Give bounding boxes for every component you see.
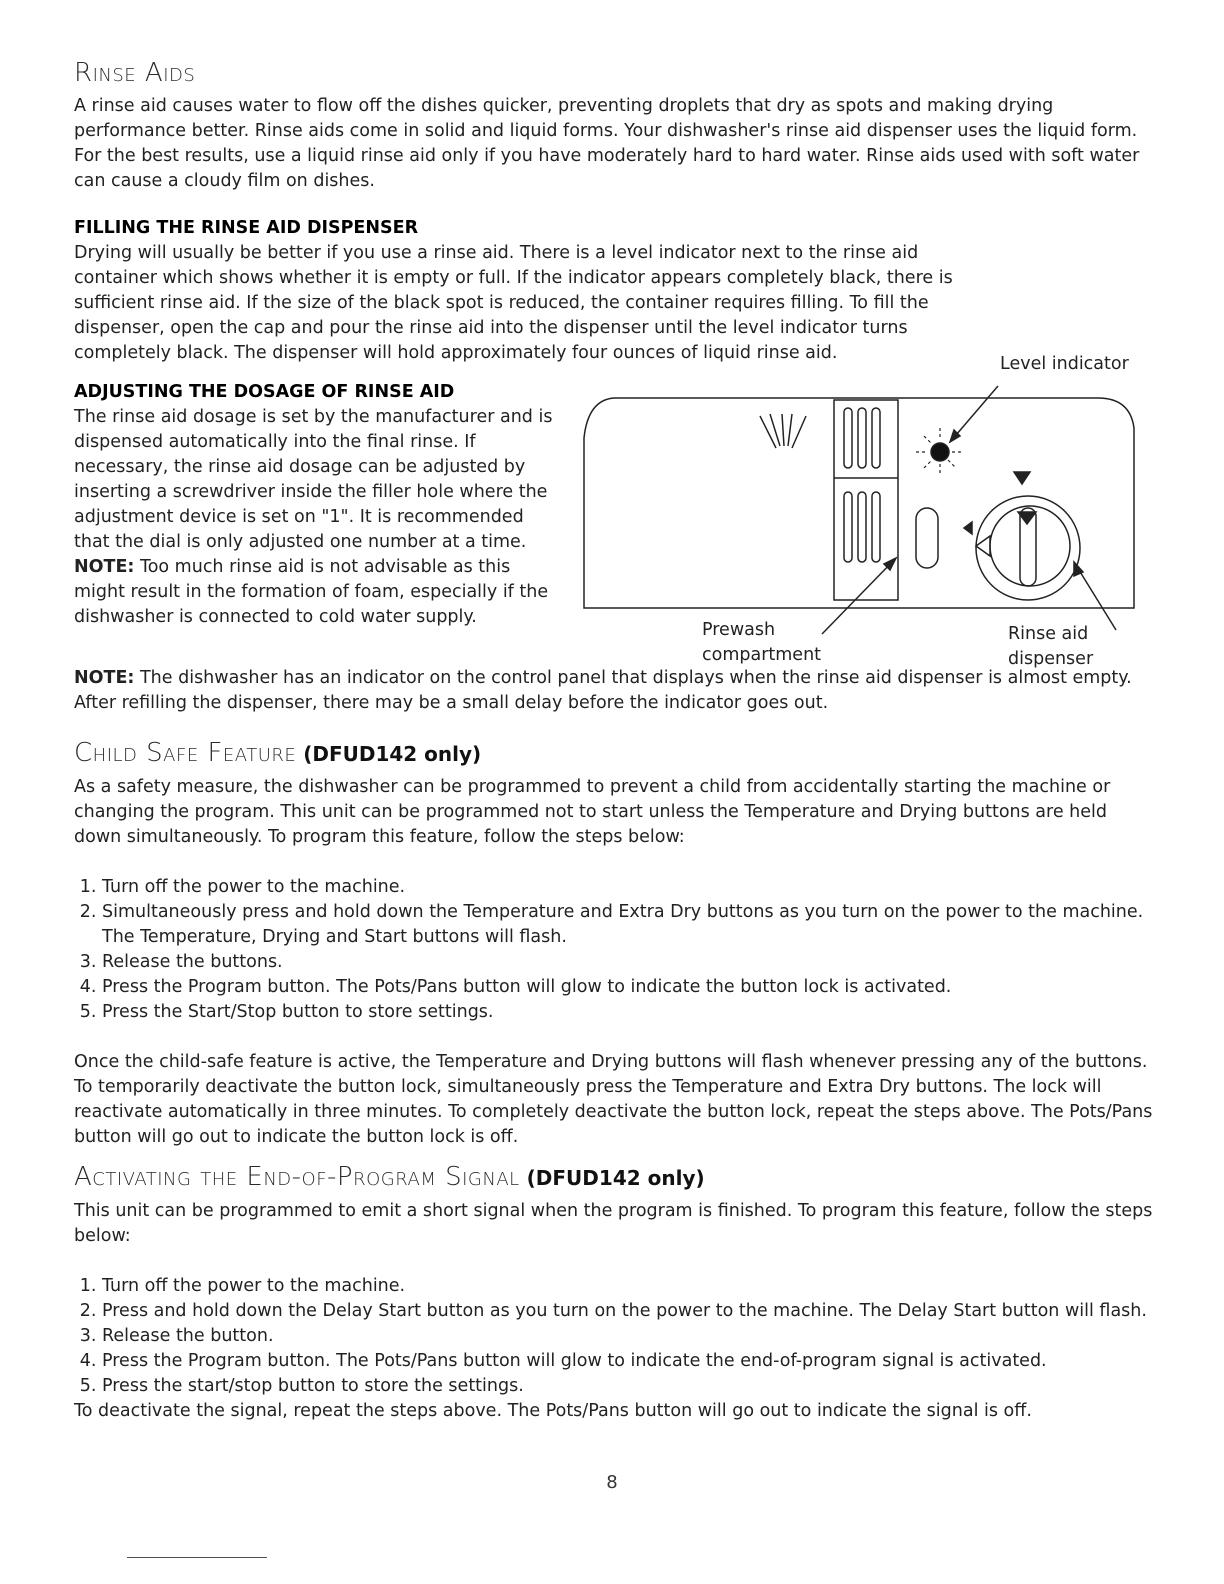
dispenser-note-text: The dishwasher has an indicator on the control panel that displays when the rinse aid dispenser is almost empty. After refilling the dispenser, there may be a small delay before the indicator goes out. [74, 668, 1132, 713]
adjust-text [74, 405, 554, 630]
list-item: 1. Turn off the power to the machine. [102, 875, 1154, 900]
adjust-note-label: NOTE: [74, 557, 135, 577]
dispenser-figure [578, 348, 1158, 678]
prewash-label-line1: Prewash [702, 620, 776, 640]
list-item: 5. Press the Start/Stop button to store settings. [102, 1000, 1154, 1025]
list-item: 3. Release the buttons. [102, 950, 1154, 975]
prewash-callout [822, 558, 896, 634]
page-number: 8 [606, 1472, 618, 1493]
list-item: 2. Press and hold down the Delay Start button as you turn on the power to the machine. The Delay Start button will flash. [102, 1299, 1154, 1324]
signal-steps [74, 1274, 1154, 1399]
spray-line [782, 414, 784, 446]
rinse-aids-heading: Rinse Aids [74, 58, 196, 88]
child-safe-intro: As a safety measure, the dishwasher can be programmed to prevent a child from accidentally starting the machine or changing the program. This unit can be programmed not to start unless the Temperature and Drying buttons are held down simultaneously. To program this feature, follow the steps below: [74, 777, 1111, 847]
list-item: 4. Press the Program button. The Pots/Pans button will glow to indicate the end-of-program signal is activated. [102, 1349, 1154, 1374]
signal-intro: This unit can be programmed to emit a short signal when the program is finished. To program this feature, follow the steps below: [74, 1201, 1153, 1246]
spray-line [770, 414, 780, 446]
panel-outline [584, 398, 1134, 608]
level-slot [916, 508, 938, 568]
child-safe-title: Child Safe Feature [74, 738, 297, 768]
page-content [74, 56, 1154, 1424]
rinse-label-line2: dispenser [1008, 649, 1094, 669]
rinse-aids-intro: A rinse aid causes water to flow off the dishes quicker, preventing droplets that dry as spots and making drying performance better. Rinse aids come in solid and liquid forms. Your dishwasher's rinse aid dispenser uses the liquid form. For the best results, use a liquid rinse aid only if you have moderately hard to hard water. Rinse aids used with soft water can cause a cloudy film on dishes. [74, 96, 1140, 191]
compartment-slot [844, 408, 852, 468]
list-item: 3. Release the button. [102, 1324, 1154, 1349]
adjust-column [74, 380, 554, 630]
child-safe-suffix: (DFUD142 only) [296, 742, 482, 766]
dispenser-note-label: NOTE: [74, 668, 135, 688]
dial-small-arrow [964, 522, 972, 534]
adjust-heading: ADJUSTING THE DOSAGE OF RINSE AID [74, 382, 455, 402]
spray-line [760, 416, 776, 448]
child-safe-steps [74, 875, 1154, 1025]
filling-heading: FILLING THE RINSE AID DISPENSER [74, 218, 419, 238]
rinse-label-line1: Rinse aid [1008, 624, 1089, 644]
compartment-slot [872, 492, 880, 562]
compartment-slot [872, 408, 880, 468]
filling-text: Drying will usually be better if you use a rinse aid. There is a level indicator next to the rinse aid container which shows whether it is empty or full. If the indicator appears completely black, there is sufficient rinse aid. If the size of the black spot is reduced, the container requires filling. To fill the dispenser, open the cap and pour the rinse aid into the dispenser until the level indicator turns completely black. The dispenser will hold approximately four ounces of liquid rinse aid. [74, 243, 953, 363]
child-safe-heading [74, 736, 1154, 771]
level-dot [931, 443, 949, 461]
spray-line [792, 416, 806, 448]
compartment-slot [858, 492, 866, 562]
list-item: 4. Press the Program button. The Pots/Pans button will glow to indicate the button lock is activated. [102, 975, 1154, 1000]
footer-rule [127, 1557, 267, 1558]
level-indicator-label: Level indicator [1000, 354, 1129, 374]
list-item: 2. Simultaneously press and hold down the Temperature and Extra Dry buttons as you turn on the power to the machine. The Temperature, Drying and Start buttons will flash. [102, 900, 1154, 950]
adjust-section [74, 354, 1154, 669]
signal-title: Activating the End-of-Program Signal [74, 1162, 520, 1192]
signal-heading [74, 1160, 1154, 1195]
list-item: 5. Press the start/stop button to store the settings. [102, 1374, 1154, 1399]
child-safe-outro: Once the child-safe feature is active, the Temperature and Drying buttons will flash whenever pressing any of the buttons. To temporarily deactivate the button lock, simultaneously press the Temperature and Extra Dry buttons. The lock will reactivate automatically in three minutes. To completely deactivate the button lock, repeat the steps above. The Pots/Pans button will go out to indicate the button lock is off. [74, 1052, 1153, 1147]
signal-suffix: (DFUD142 only) [519, 1166, 705, 1190]
dial-marker [1014, 472, 1030, 484]
signal-outro: To deactivate the signal, repeat the steps above. The Pots/Pans button will go out to indicate the signal is off. [74, 1401, 1032, 1421]
compartment-slot [844, 492, 852, 562]
adjust-note-text: Too much rinse aid is not advisable as this might result in the formation of foam, especially if the dishwasher is connected to cold water supply. [74, 557, 549, 627]
prewash-label-line2: compartment [702, 645, 822, 665]
dial-arrow [976, 536, 990, 556]
compartment-slot [858, 408, 866, 468]
adjust-body: The rinse aid dosage is set by the manufacturer and is dispensed automatically into the final rinse. If necessary, the rinse aid dosage can be adjusted by inserting a screwdriver inside the filler hole where the adjustment device is set on "1". It is recommended that the dial is only adjusted one number at a time. [74, 407, 553, 552]
spray-line [788, 414, 792, 446]
list-item: 1. Turn off the power to the machine. [102, 1274, 1154, 1299]
